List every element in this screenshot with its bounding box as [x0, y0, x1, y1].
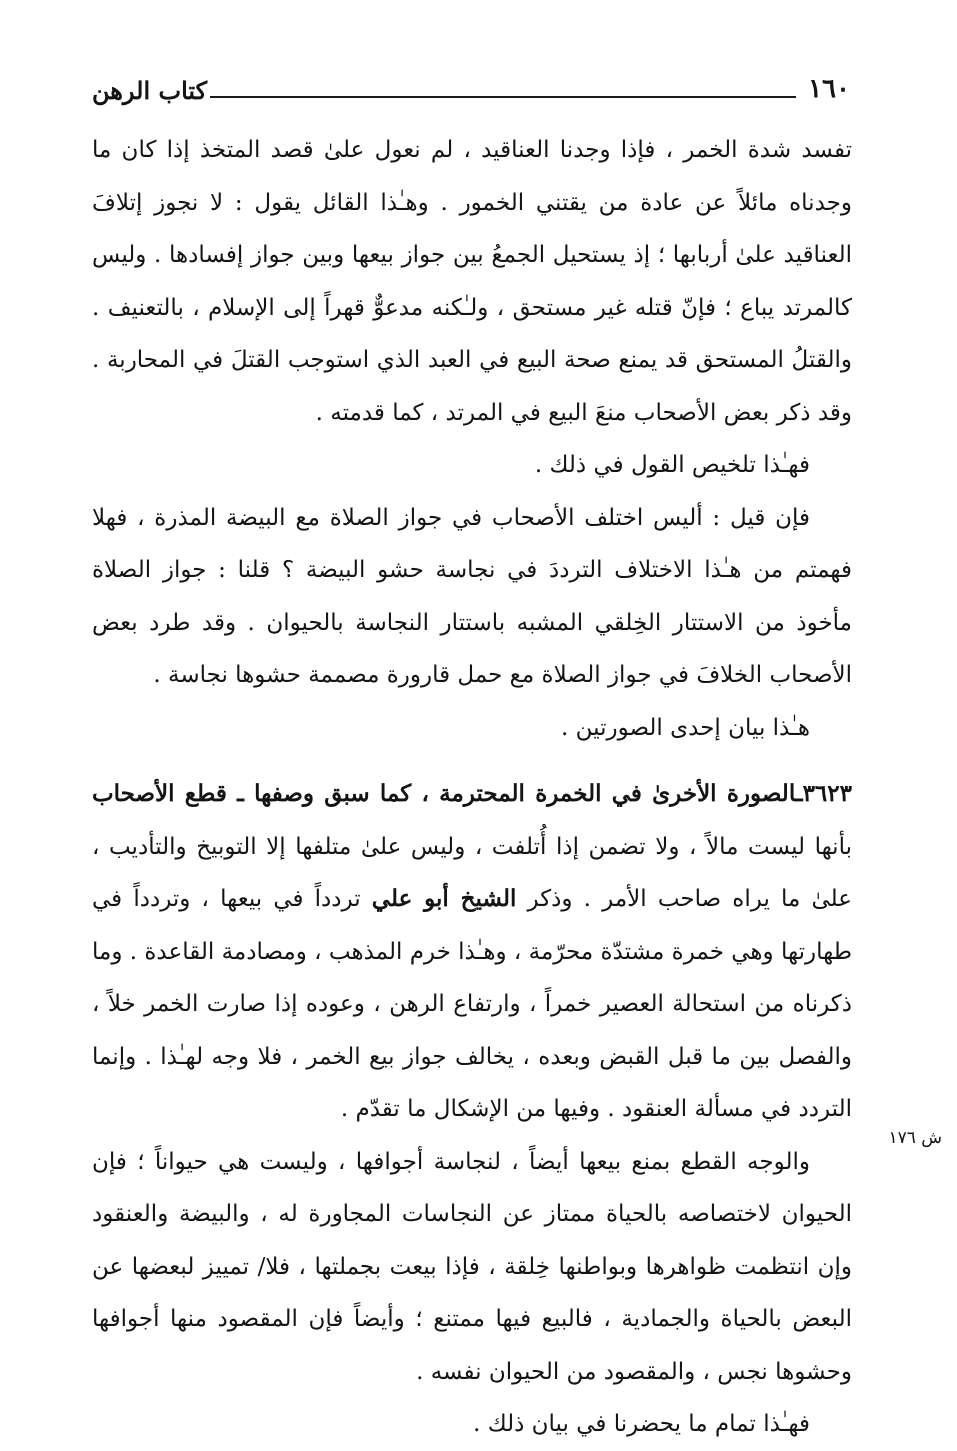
paragraph-objection: فإن قيل : أليس اختلف الأصحاب في جواز الصلاة مع البيضة المذرة ، فهلا فهمتم من هـٰذا الاختلاف الترددَ في نجاسة حشو البيضة ؟ قلنا : جواز الصلاة مأخوذ من الاستتار الخِلقي المشبه باستتار النجاسة بالحيوان . وقد طرد بعض الأصحاب الخلافَ في جواز الصلاة مع حمل قارورة مصممة حشوها نجاسة . [92, 504, 852, 688]
section-text-continued: تردداً في بيعها ، وتردداً في طهارتها وهي خمرة مشتدّة محرّمة ، وهـٰذا خرم المذهب ، ومصادمة القاعدة . وما ذكرناه من استحالة العصير خمراً ، وارتفاع الرهن ، وعوده إذا صارت الخمر خلاً ، والفصل بين ما قبل القبض وبعده ، يخالف جواز بيع الخمر ، فلا وجه لهـٰذا . وإنما التردد في مسألة العنقود . وفيها من الإشكال ما تقدّم . [92, 886, 852, 1122]
paragraph-section-3623 [92, 768, 852, 1136]
paragraph-continuation: تفسد شدة الخمر ، فإذا وجدنا العناقيد ، لم نعول علىٰ قصد المتخذ إذا كان ما وجدناه مائلاً عن عادة من يقتني الخمور . وهـٰذا القائل يقول : لا نجوز إتلافَ العناقيد علىٰ أربابها ؛ إذ يستحيل الجمعُ بين جواز بيعها وبين جواز إفسادها . وليس كالمرتد يباع ؛ فإنّ قتله غير مستحق ، ولـٰكنه مدعوٌّ قهراً إلى الإسلام ، بالتعنيف . والقتلُ المستحق قد يمنع صحة البيع في العبد الذي استوجب القتلَ في المحاربة . وقد ذكر بعض الأصحاب منعَ البيع في المرتد ، كما قدمته . [92, 137, 852, 426]
section-heading: الصورة الأخرىٰ في الخمرة المحترمة ، كما سبق وصفها ـ قطع الأصحاب [92, 780, 796, 807]
paragraph-ruling: والوجه القطع بمنع بيعها أيضاً ، لنجاسة أجوافها ، وليست هي حيواناً ؛ فإن الحيوان لاختصاصه بالحياة ممتاز عن النجاسات المجاورة له ، والبيضة والعنقود وإن انتظمت ظواهرها وبواطنها خِلقة ، فإذا بيعت بجملتها ، فلا/ تمييز لبعضها عن البعض بالحياة والجمادية ، فالبيع فيها ممتنع ؛ وأيضاً فإن المقصود منها أجوافها وحشوها نجس ، والمقصود من الحيوان نفسه . [92, 1148, 852, 1385]
cited-scholar: الشيخ أبو علي [371, 885, 517, 912]
section-number: ٣٦٢٣ـ [795, 780, 852, 807]
paragraph-first-case-end: هـٰذا بيان إحدى الصورتين . [561, 714, 810, 741]
chapter-title: كتاب الرهن [92, 76, 208, 105]
manuscript-margin-note: ش ١٧٦ [888, 1128, 942, 1148]
body-text [92, 124, 852, 1451]
section-text: بأنها ليست مالاً ، ولا تضمن إذا أُتلفت ، وليس علىٰ متلفها إلا التوبيخ والتأديب ، علىٰ ما يراه صاحب الأمر . وذكر [92, 833, 852, 912]
page-header [92, 72, 850, 112]
paragraph-closing: فهـٰذا تمام ما يحضرنا في بيان ذلك . [473, 1411, 810, 1437]
page-number: ١٦٠ [808, 74, 850, 104]
paragraph-summary: فهـٰذا تلخيص القول في ذلك . [534, 452, 810, 478]
header-rule [210, 96, 796, 98]
